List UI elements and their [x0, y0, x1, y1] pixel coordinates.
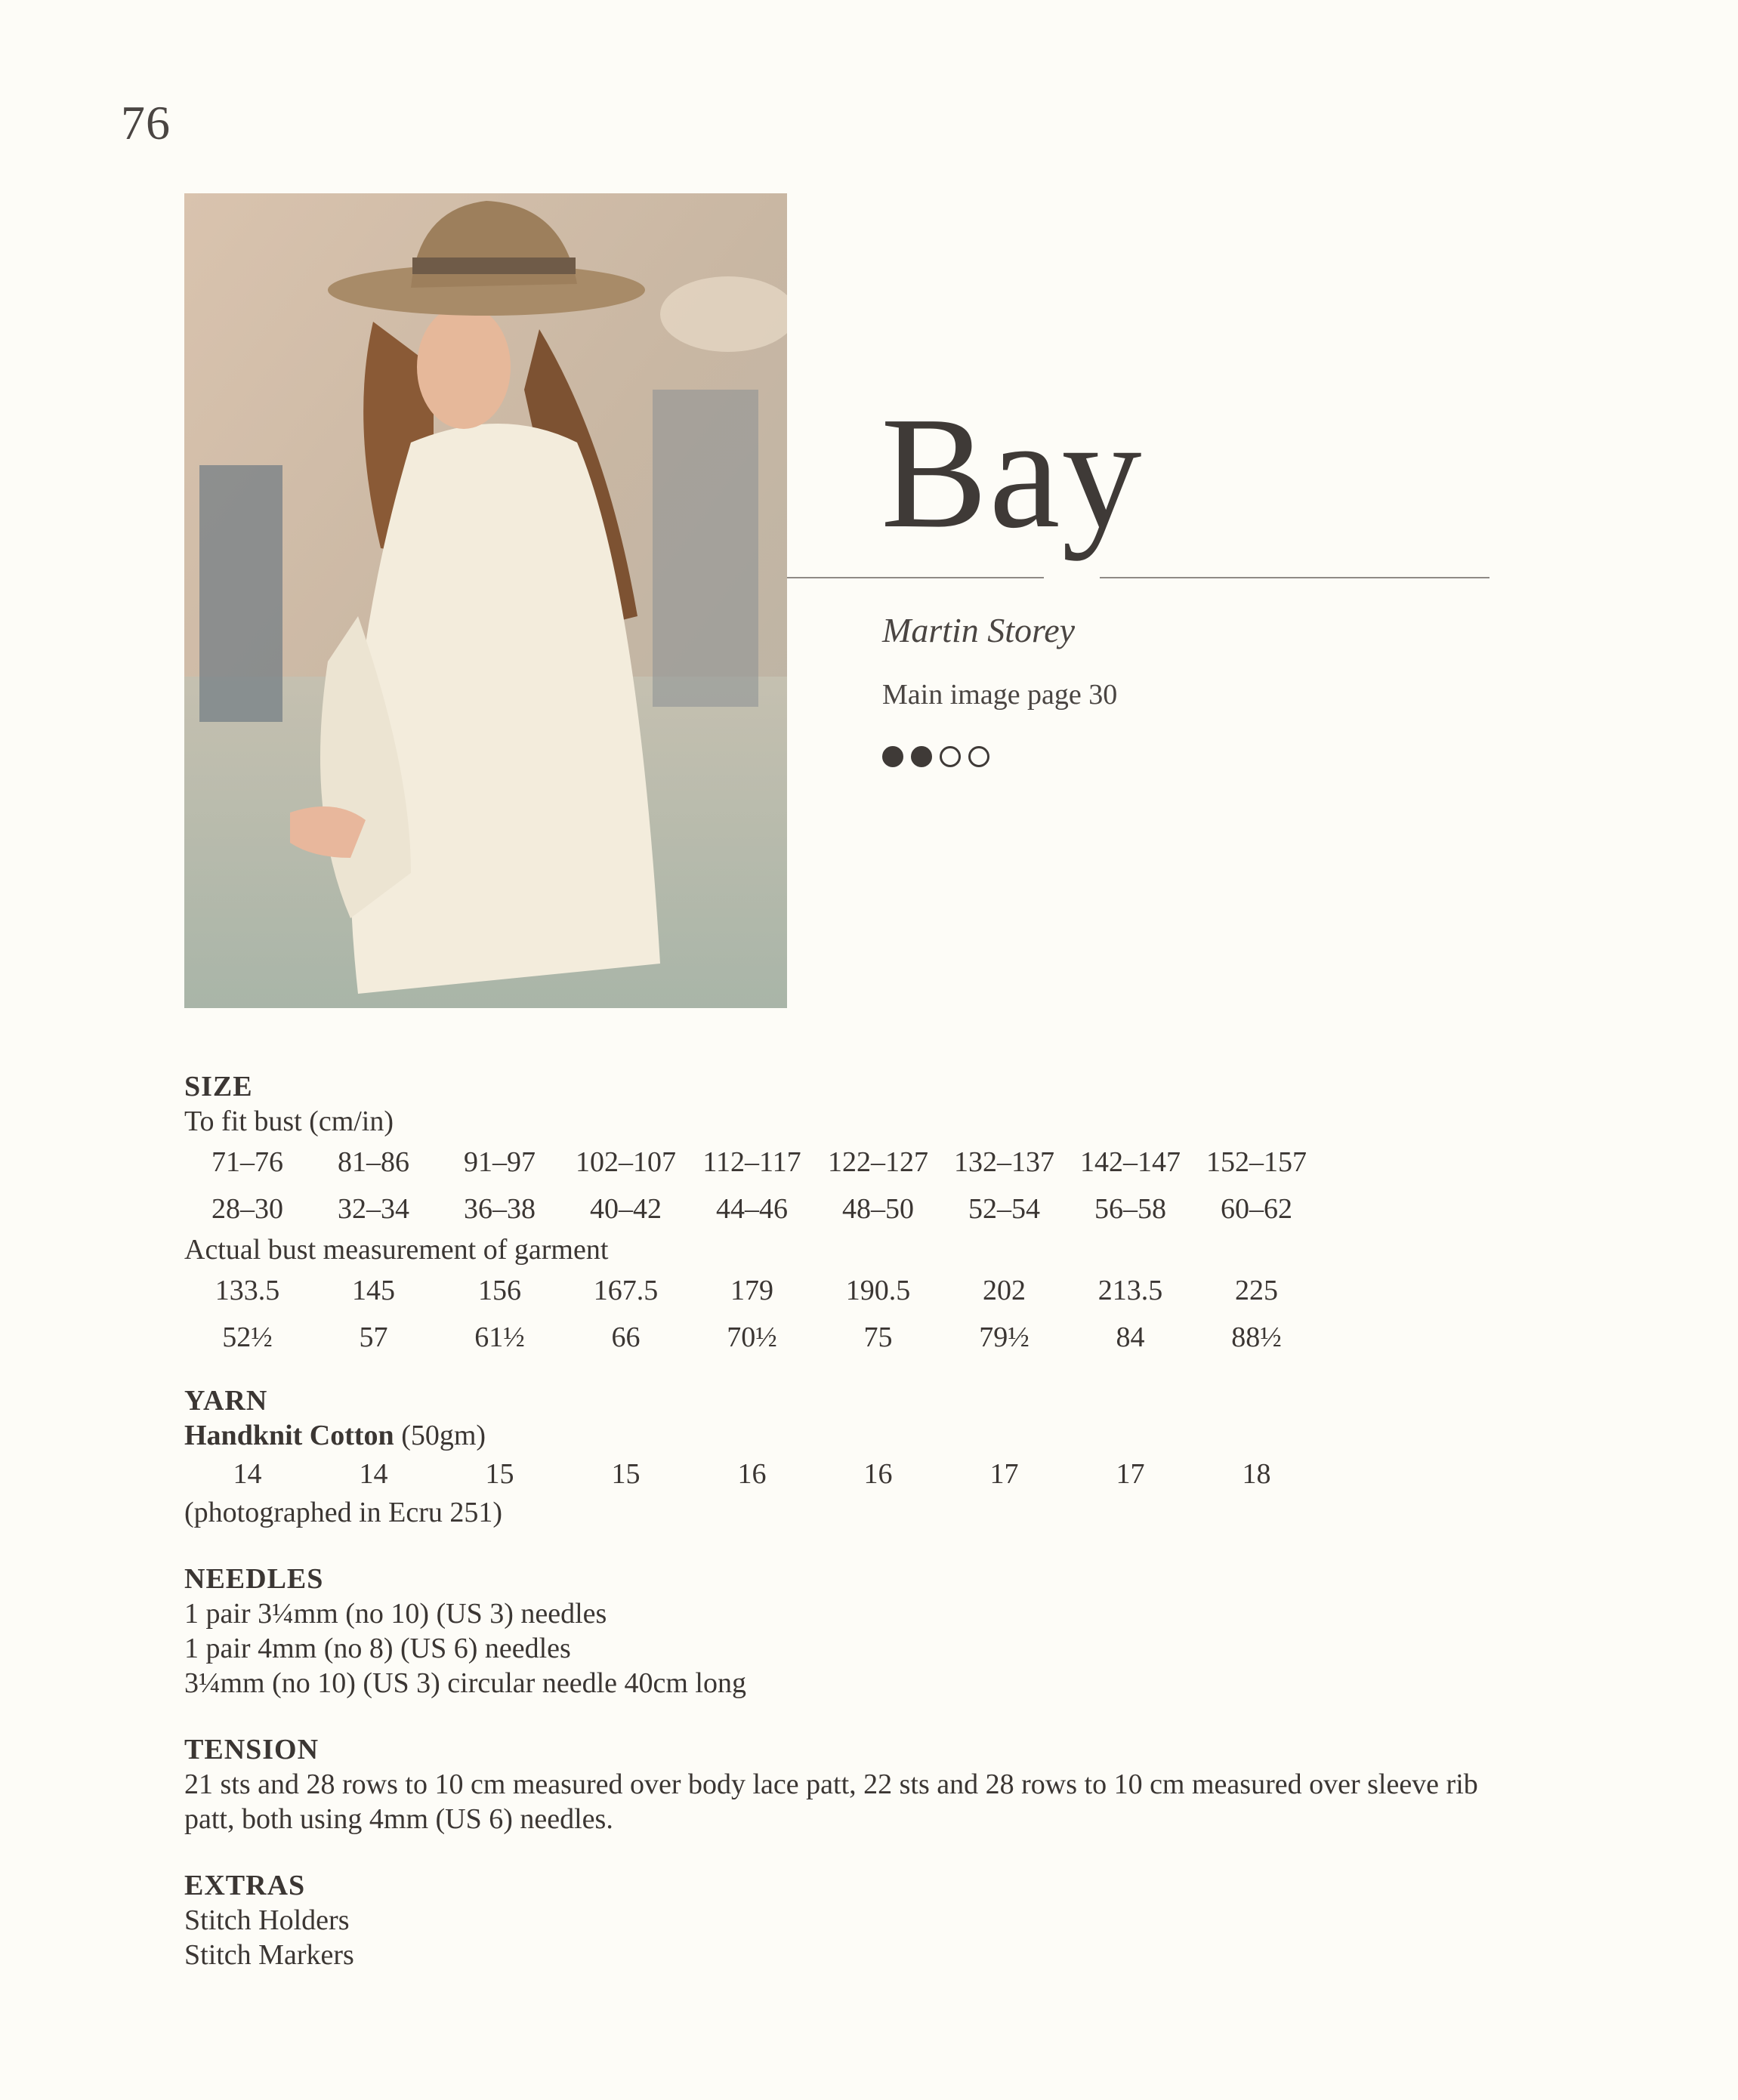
size-cell: 91–97 [464, 1146, 536, 1178]
size-cell: 36–38 [464, 1193, 536, 1225]
needle-item: 1 pair 4mm (no 8) (US 6) needles [184, 1633, 571, 1664]
pattern-specs [184, 1069, 1544, 1972]
yarn-quantity-cell: 17 [989, 1458, 1019, 1490]
size-cell: 102–107 [576, 1146, 676, 1178]
actual-bust-label: Actual bust measurement of garment [184, 1234, 609, 1266]
measurement-cell: 61½ [474, 1321, 525, 1353]
difficulty-dot-empty-icon [968, 746, 989, 767]
measurement-cell: 145 [352, 1275, 395, 1306]
extras-heading: EXTRAS [184, 1870, 306, 1901]
page-number: 76 [121, 96, 171, 150]
measurement-cell: 88½ [1231, 1321, 1282, 1353]
measurement-cell: 156 [478, 1275, 521, 1306]
size-cell: 112–117 [702, 1146, 801, 1178]
measurement-cell: 79½ [979, 1321, 1030, 1353]
actual-bust-in-row [184, 1314, 1544, 1361]
title-rule-left [787, 577, 1044, 578]
difficulty-dot-filled-icon [882, 746, 903, 767]
measurement-cell: 202 [983, 1275, 1026, 1306]
measurement-cell: 179 [730, 1275, 773, 1306]
measurement-cell: 52½ [222, 1321, 273, 1353]
pattern-title: Bay [881, 384, 1144, 561]
measurement-cell: 75 [863, 1321, 893, 1353]
yarn-quantity-cell: 16 [737, 1458, 767, 1490]
actual-bust-cm-row [184, 1267, 1544, 1314]
yarn-section [184, 1383, 1544, 1530]
yarn-note: (photographed in Ecru 251) [184, 1497, 503, 1528]
needles-heading: NEEDLES [184, 1563, 324, 1595]
model-photo-illustration [184, 193, 787, 1008]
size-cell: 40–42 [590, 1193, 662, 1225]
size-cell: 71–76 [211, 1146, 283, 1178]
fit-bust-cm-row [184, 1139, 1544, 1186]
needle-item: 3¼mm (no 10) (US 3) circular needle 40cm long [184, 1667, 746, 1699]
needle-item: 1 pair 3¼mm (no 10) (US 3) needles [184, 1598, 607, 1630]
yarn-quantity-cell: 16 [863, 1458, 893, 1490]
yarn-quantity-cell: 14 [359, 1458, 388, 1490]
title-rule-right [1100, 577, 1489, 578]
size-cell: 56–58 [1094, 1193, 1166, 1225]
extras-section [184, 1868, 1544, 1972]
yarn-quantity-cell: 14 [233, 1458, 262, 1490]
measurement-cell: 57 [359, 1321, 388, 1353]
measurement-cell: 225 [1235, 1275, 1278, 1306]
size-cell: 152–157 [1206, 1146, 1307, 1178]
measurement-cell: 167.5 [593, 1275, 659, 1306]
size-section [184, 1069, 1544, 1361]
size-cell: 48–50 [842, 1193, 914, 1225]
size-cell: 142–147 [1080, 1146, 1181, 1178]
measurement-cell: 66 [611, 1321, 641, 1353]
designer-name: Martin Storey [882, 611, 1076, 649]
size-cell: 132–137 [954, 1146, 1054, 1178]
size-cell: 122–127 [828, 1146, 928, 1178]
fit-bust-label: To fit bust (cm/in) [184, 1106, 394, 1137]
size-heading: SIZE [184, 1071, 253, 1102]
tension-line-1: 21 sts and 28 rows to 10 cm measured over body lace patt, 22 sts and 28 rows to 10 cm measured over sleeve rib [184, 1769, 1478, 1800]
yarn-name: Handknit Cotton [184, 1420, 394, 1451]
size-cell: 60–62 [1221, 1193, 1292, 1225]
measurement-cell: 213.5 [1097, 1275, 1163, 1306]
size-cell: 28–30 [211, 1193, 283, 1225]
yarn-quantity-cell: 17 [1116, 1458, 1145, 1490]
yarn-quantity-cell: 15 [611, 1458, 641, 1490]
extras-item: Stitch Markers [184, 1939, 354, 1971]
extras-item: Stitch Holders [184, 1904, 350, 1936]
yarn-quantity-cell: 15 [485, 1458, 514, 1490]
needles-section [184, 1562, 1544, 1701]
model-photo [184, 193, 787, 1008]
measurement-cell: 84 [1116, 1321, 1145, 1353]
yarn-heading: YARN [184, 1385, 268, 1417]
measurement-cell: 70½ [727, 1321, 777, 1353]
tension-section [184, 1732, 1544, 1836]
size-cell: 81–86 [338, 1146, 409, 1178]
size-cell: 44–46 [716, 1193, 788, 1225]
measurement-cell: 190.5 [845, 1275, 911, 1306]
size-cell: 32–34 [338, 1193, 409, 1225]
size-cell: 52–54 [968, 1193, 1040, 1225]
yarn-weight: (50gm) [394, 1420, 486, 1451]
fit-bust-in-row [184, 1186, 1544, 1232]
measurement-cell: 133.5 [215, 1275, 280, 1306]
yarn-line [184, 1418, 1544, 1453]
yarn-quantity-cell: 18 [1242, 1458, 1271, 1490]
main-image-reference: Main image page 30 [882, 679, 1118, 711]
tension-heading: TENSION [184, 1734, 320, 1765]
difficulty-rating [882, 746, 989, 767]
difficulty-dot-empty-icon [940, 746, 961, 767]
yarn-quantity-row [184, 1453, 1544, 1495]
tension-line-2: patt, both using 4mm (US 6) needles. [184, 1803, 613, 1835]
difficulty-dot-filled-icon [911, 746, 932, 767]
